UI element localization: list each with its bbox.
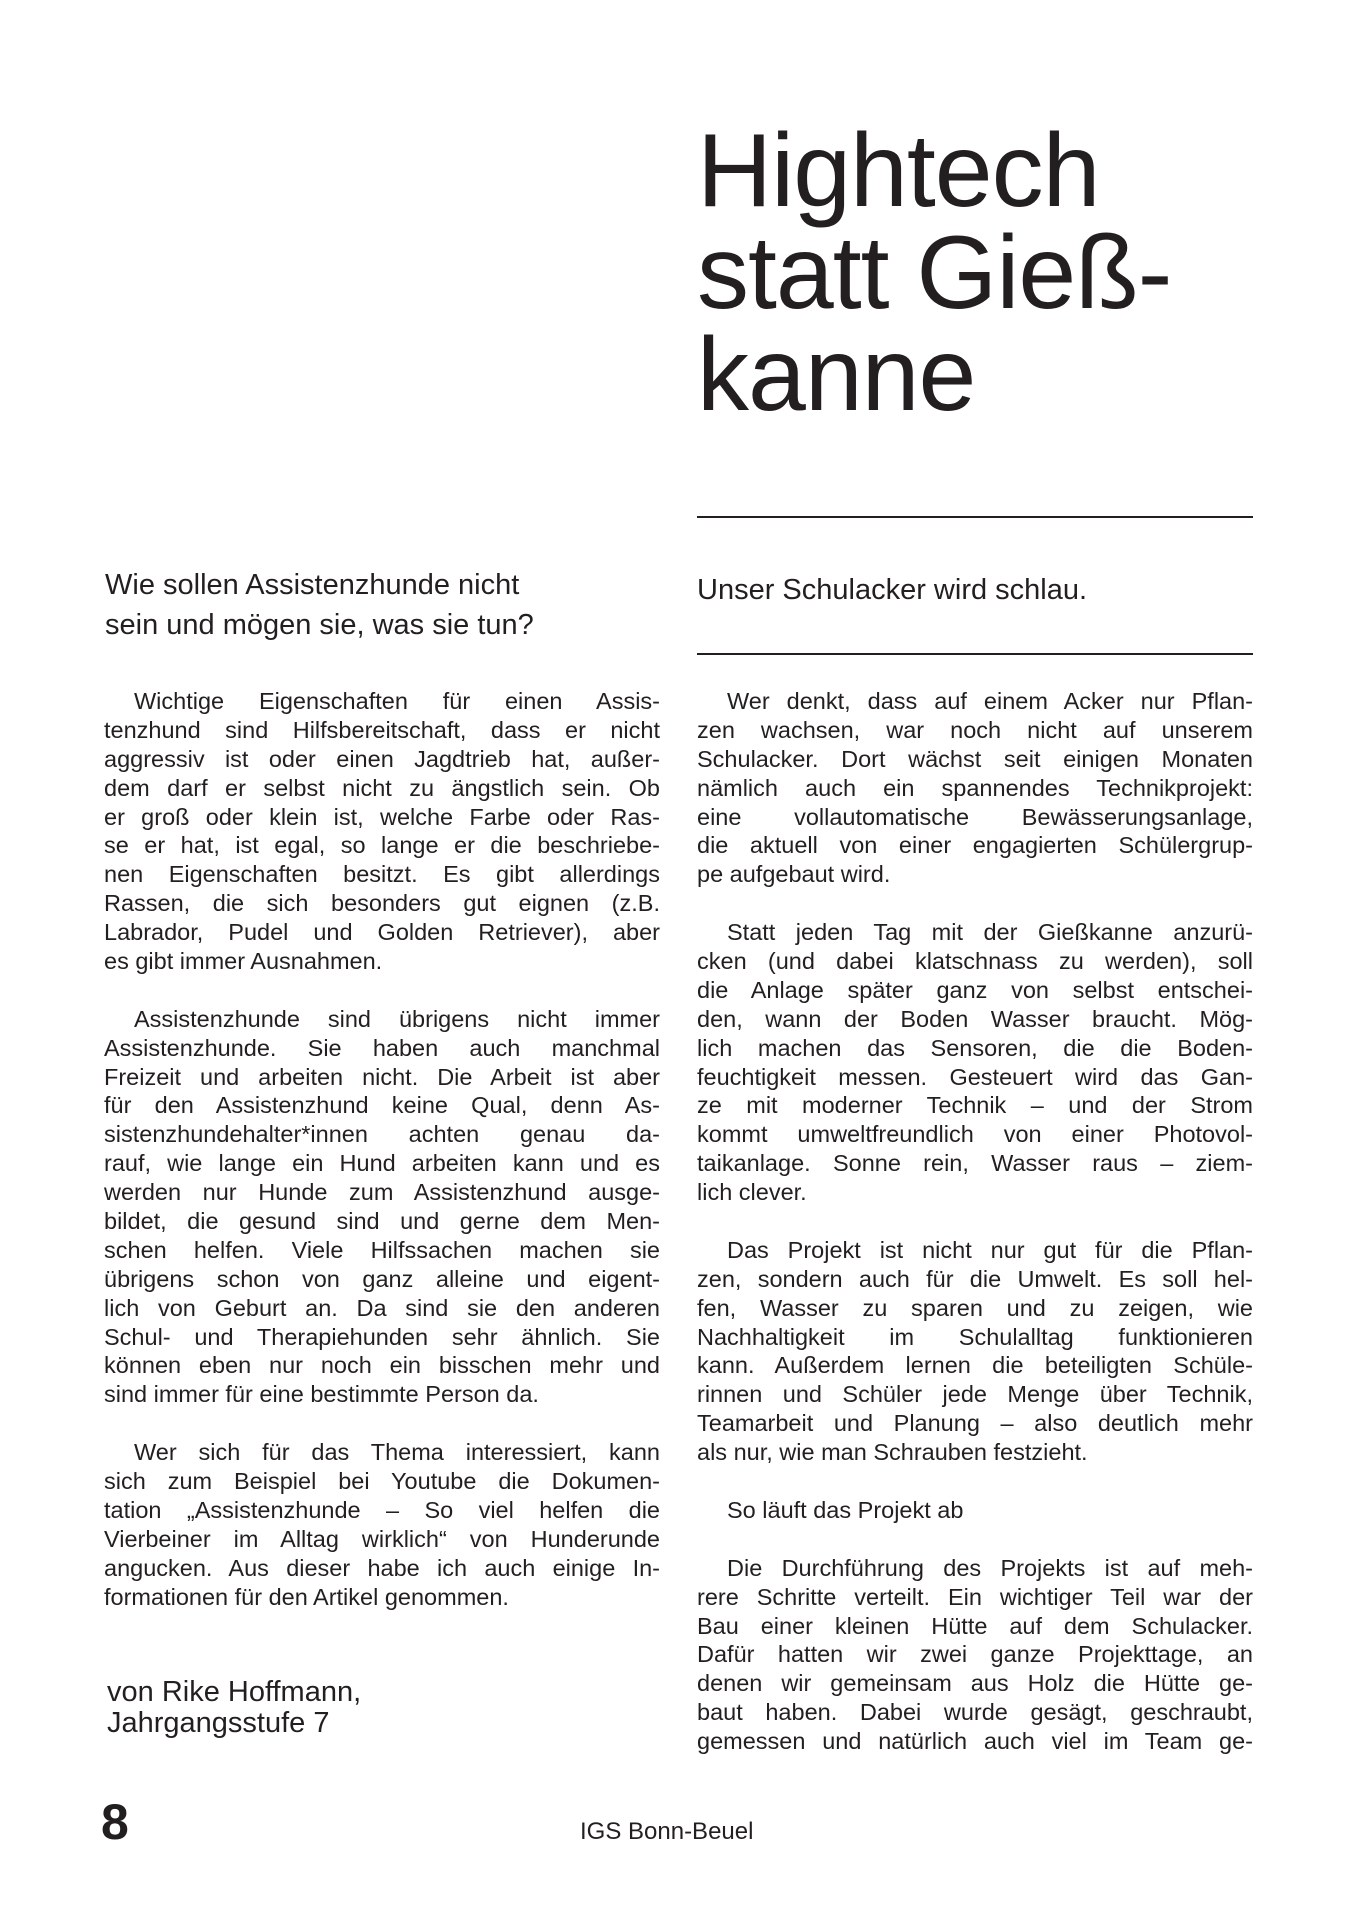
paragraph-gap: [697, 1525, 1253, 1554]
paragraph: [104, 1438, 660, 1611]
text-line: zen, sondern auch für die Umwelt. Es soll hel-: [697, 1265, 1253, 1292]
paragraph-gap: [697, 1207, 1253, 1236]
subheading-divider: [697, 653, 1253, 655]
page-number: 8: [101, 1794, 129, 1850]
text-line: formationen für den Artikel genommen.: [104, 1583, 509, 1610]
paragraph: [697, 1554, 1253, 1756]
paragraph-gap: [104, 1409, 660, 1438]
heading-text: Unser Schulacker wird schlau.: [697, 574, 1088, 606]
text-line: cken (und dabei klatschnass zu werden), soll: [697, 948, 1253, 975]
text-line: den, wann der Boden Wasser braucht. Mög-: [697, 1005, 1253, 1032]
title-line: statt Gieß-: [697, 215, 1172, 331]
text-line: für den Assistenzhund keine Qual, denn As-: [104, 1092, 660, 1119]
text-line: Das Projekt ist nicht nur gut für die Pflan-: [727, 1236, 1253, 1263]
text-line: kann. Außerdem lernen die beteiligten Schüle-: [697, 1352, 1253, 1379]
text-line: aggressiv ist oder einen Jagdtrieb hat, außer-: [104, 745, 660, 772]
text-line: als nur, wie man Schrauben festzieht.: [697, 1439, 1088, 1466]
text-line: Die Durchführung des Projekts ist auf meh-: [727, 1554, 1253, 1581]
right-article-heading: [697, 570, 1277, 610]
paragraph: [697, 1236, 1253, 1467]
text-line: Rassen, die sich besonders gut eignen (z.B.: [104, 890, 660, 917]
text-line: lich clever.: [697, 1179, 807, 1206]
text-line: fen, Wasser zu sparen und zu zeigen, wie: [697, 1294, 1253, 1321]
paragraph: [104, 1005, 660, 1409]
text-line: Vierbeiner im Alltag wirklich“ von Hunderunde: [104, 1525, 660, 1552]
text-line: ze mit moderner Technik – und der Strom: [697, 1092, 1253, 1119]
text-line: Wichtige Eigenschaften für einen Assis-: [134, 688, 660, 714]
text-line: Teamarbeit und Planung – also deutlich mehr: [697, 1410, 1253, 1437]
text-line: pe aufgebaut wird.: [697, 861, 891, 888]
text-line: Statt jeden Tag mit der Gießkanne anzurü-: [727, 919, 1253, 946]
paragraph: [697, 1496, 1253, 1525]
text-line: Wer sich für das Thema interessiert, kann: [134, 1439, 660, 1466]
publication-name: IGS Bonn-Beuel: [580, 1818, 754, 1845]
byline: [107, 1677, 361, 1739]
text-line: Dafür hatten wir zwei ganze Projekttage, an: [697, 1641, 1253, 1668]
text-line: die aktuell von einer engagierten Schülergrup-: [697, 832, 1253, 859]
text-line: So läuft das Projekt ab: [727, 1496, 964, 1523]
text-line: rauf, wie lange ein Hund arbeiten kann und es: [104, 1150, 660, 1177]
text-line: lich machen das Sensoren, die die Boden-: [697, 1034, 1253, 1061]
paragraph: [104, 687, 660, 976]
text-line: sind immer für eine bestimmte Person da.: [104, 1381, 539, 1408]
paragraph: [697, 918, 1253, 1207]
title-line: kanne: [697, 317, 976, 433]
text-line: nen Eigenschaften besitzt. Es gibt allerdings: [104, 861, 660, 888]
text-line: schen helfen. Viele Hilfssachen machen sie: [104, 1236, 660, 1263]
text-line: sich zum Beispiel bei Youtube die Dokumen-: [104, 1468, 660, 1495]
article-title: [697, 113, 1297, 433]
byline-grade: Jahrgangsstufe 7: [107, 1707, 330, 1739]
text-line: tenzhund sind Hilfsbereitschaft, dass er nicht: [104, 716, 660, 743]
paragraph: [697, 687, 1253, 889]
text-line: tation „Assistenzhunde – So viel helfen die: [104, 1496, 660, 1523]
paragraph-gap: [697, 1467, 1253, 1496]
text-line: feuchtigkeit messen. Gesteuert wird das Gan-: [697, 1063, 1253, 1090]
byline-author: von Rike Hoffmann,: [107, 1676, 362, 1708]
text-line: baut haben. Dabei wurde gesägt, geschraubt,: [697, 1699, 1253, 1726]
paragraph-gap: [697, 889, 1253, 918]
text-line: werden nur Hunde zum Assistenzhund ausge-: [104, 1179, 660, 1206]
text-line: taikanlage. Sonne rein, Wasser raus – ziem-: [697, 1150, 1253, 1177]
right-article-body: [697, 687, 1253, 1756]
text-line: gemessen und natürlich auch viel im Team ge-: [697, 1728, 1253, 1755]
text-line: Assistenzhunde. Sie haben auch manchmal: [104, 1034, 660, 1061]
heading-line: Wie sollen Assistenzhunde nicht: [105, 569, 520, 601]
text-line: Freizeit und arbeiten nicht. Die Arbeit ist aber: [104, 1063, 660, 1090]
text-line: dem darf er selbst nicht zu ängstlich sein. Ob: [104, 774, 660, 801]
heading-line: sein und mögen sie, was sie tun?: [105, 609, 534, 641]
text-line: können eben nur noch ein bisschen mehr und: [104, 1352, 660, 1379]
text-line: bildet, die gesund sind und gerne dem Men-: [104, 1208, 660, 1235]
text-line: eine vollautomatische Bewässerungsanlage,: [697, 803, 1253, 830]
text-line: übrigens schon von ganz alleine und eigent-: [104, 1265, 660, 1292]
left-article-heading: [105, 565, 685, 645]
text-line: es gibt immer Ausnahmen.: [104, 948, 383, 975]
text-line: sistenzhundehalter*innen achten genau da-: [104, 1121, 660, 1148]
text-line: rinnen und Schüler jede Menge über Technik,: [697, 1381, 1253, 1408]
paragraph-gap: [104, 976, 660, 1005]
text-line: denen wir gemeinsam aus Holz die Hütte ge-: [697, 1670, 1253, 1697]
text-line: angucken. Aus dieser habe ich auch einige In-: [104, 1554, 660, 1581]
text-line: rere Schritte verteilt. Ein wichtiger Teil war der: [697, 1583, 1253, 1610]
text-line: er groß oder klein ist, welche Farbe oder Ras-: [104, 803, 660, 830]
text-line: Assistenzhunde sind übrigens nicht immer: [134, 1005, 660, 1032]
text-line: Nachhaltigkeit im Schulalltag funktionieren: [697, 1323, 1253, 1350]
left-article-body: [104, 687, 660, 1612]
text-line: lich von Geburt an. Da sind sie den anderen: [104, 1294, 660, 1321]
text-line: nämlich auch ein spannendes Technikprojekt:: [697, 774, 1253, 801]
text-line: zen wachsen, war noch nicht auf unserem: [697, 716, 1253, 743]
text-line: Schul- und Therapiehunden sehr ähnlich. Sie: [104, 1323, 660, 1350]
text-line: Bau einer kleinen Hütte auf dem Schulacker.: [697, 1612, 1253, 1639]
text-line: Labrador, Pudel und Golden Retriever), aber: [104, 919, 660, 946]
title-line: Hightech: [697, 113, 1100, 229]
text-line: se er hat, ist egal, so lange er die beschriebe-: [104, 832, 660, 859]
text-line: die Anlage später ganz von selbst entschei-: [697, 976, 1253, 1003]
text-line: kommt umweltfreundlich von einer Photovol-: [697, 1121, 1253, 1148]
text-line: Wer denkt, dass auf einem Acker nur Pflan-: [727, 688, 1253, 714]
text-line: Schulacker. Dort wächst seit einigen Monaten: [697, 745, 1253, 772]
title-divider: [697, 516, 1253, 518]
